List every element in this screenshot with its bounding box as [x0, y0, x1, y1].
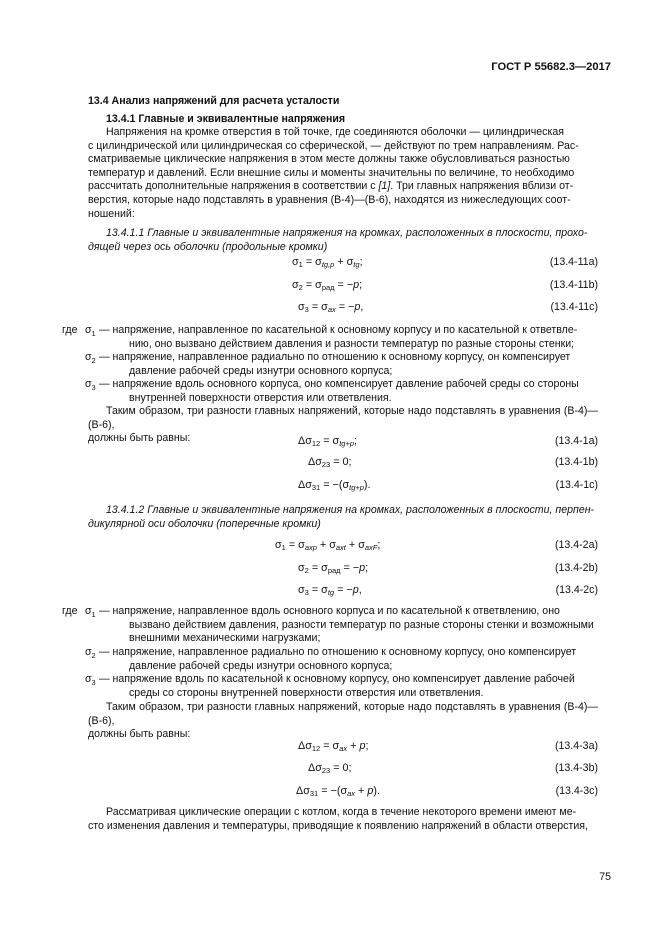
intro-line: сматриваемые циклические напряжения в этом месте должны также обусловливаться разностью — [88, 153, 570, 166]
closing-paragraph: Рассматривая циклические операции с котлом, когда в течение некоторого времени имеют ме- сто изменения давления и температуры, приводящие к появлению напряжений в области отверстия, — [88, 806, 588, 832]
intro-line: рассчитать дополнительные напряжения в соответствии с [1]. Три главных напряжения вблизи от- — [88, 180, 574, 193]
equation-row — [88, 562, 598, 576]
equation: $\Delta\sigma_{23} = 0$; — [308, 456, 352, 469]
intro-line: с цилиндрической или цилиндрическая со сферической, — действуют по трем направлениям. Рас- — [88, 139, 579, 152]
equation-number: (13.4-2a) — [555, 539, 598, 551]
definition-sigma2: $\sigma_2$ — напряжение, направленное радиально по отношению к основному корпусу, он компенсирует давление рабочей среды изнутри основного корпуса; — [85, 351, 571, 377]
equation-number: (13.4-2c) — [555, 584, 598, 596]
equation: $\sigma_3 = \sigma_{ax} = -p$, — [298, 301, 364, 314]
intro-paragraph — [88, 126, 598, 221]
subsection-title: 13.4.1 Главные и эквивалентные напряжения — [106, 113, 346, 125]
definition-sigma1: где $\sigma_1$ — напряжение, направленное вдоль основного корпуса и по касательной к ответвлению, оно вызвано действием давления, разности температур по разные стороны стенки и возможными внешними механическими нагрузками; — [62, 605, 594, 645]
equation-number: (13.4-11b) — [549, 279, 598, 291]
summary-paragraph: Таким образом, три разности главных напряжений, которые надо подставлять в уравнения (B-4)—(B-6), должны быть равны: — [88, 701, 598, 741]
equation-row — [88, 539, 598, 553]
equation-number: (13.4-11c) — [550, 301, 598, 313]
equation-number: (13.4-11a) — [549, 256, 598, 268]
subsection-2-heading: 13.4.1.2 Главные и эквивалентные напряжения на кромках, расположенных в плоскости, перпен- дикулярной оси оболочки (поперечные кромки) — [88, 504, 595, 530]
summary-paragraph: Таким образом, три разности главных напряжений, которые надо подставлять в уравнения (B-4)—(B-6), должны быть равны: — [88, 405, 598, 445]
section-title: 13.4 Анализ напряжений для расчета усталости — [88, 95, 340, 107]
equation: $\sigma_3 = \sigma_{tg} = -p$, — [298, 584, 362, 597]
equation-row — [88, 301, 598, 315]
equation: $\sigma_1 = \sigma_{tg,p} + \sigma_{tg}$; — [292, 256, 363, 269]
equation: $\Delta\sigma_{31} = -(\sigma_{tg+p})$. — [298, 479, 371, 492]
page-number: 75 — [599, 871, 611, 883]
equation-row — [88, 785, 598, 799]
equation-number: (13.4-3a) — [555, 740, 598, 752]
equation: $\Delta\sigma_{31} = -(\sigma_{ax} + p)$. — [296, 785, 380, 798]
equation-number: (13.4-1a) — [555, 435, 598, 447]
equation-number: (13.4-3c) — [555, 785, 598, 797]
equation-row — [88, 479, 598, 493]
equation-number: (13.4-2b) — [555, 562, 598, 574]
subsection-1-heading: 13.4.1.1 Главные и эквивалентные напряжения на кромках, расположенных в плоскости, прохо- дящей через ось оболочки (продольные кромки) — [88, 227, 588, 253]
equation: $\Delta\sigma_{12} = \sigma_{tg+p}$; — [298, 435, 358, 448]
definition-sigma1: где $\sigma_1$ — напряжение, направленное по касательной к основному корпусу и по касательной к ответвле- нию, оно вызвано действием давления и разности температур по разные стороны стенки; — [62, 324, 578, 350]
equation: $\Delta\sigma_{12} = \sigma_{ax} + p$; — [298, 740, 369, 753]
definition-sigma3: $\sigma_3$ — напряжение вдоль по касательной к основному корпусу, оно компенсирует давление рабочей среды со стороны внутренней поверхности отверстия или ответвления. — [85, 673, 575, 699]
equation: $\sigma_1 = \sigma_{axp} + \sigma_{axt} + \sigma_{axF}$; — [275, 539, 381, 552]
equation: $\sigma_2 = \sigma_{рад} = -p$; — [292, 279, 363, 292]
equation-row — [88, 435, 598, 449]
equation: $\Delta\sigma_{23} = 0$; — [308, 762, 352, 775]
equation-row — [88, 256, 598, 270]
document-header-id: ГОСТ Р 55682.3—2017 — [491, 61, 611, 73]
intro-line: Напряжения на кромке отверстия в той точке, где соединяются оболочки — цилиндрическая — [106, 126, 564, 138]
intro-line: верстия, которые надо подставлять в уравнения (B-4)—(B-6), находятся из нижеследующих соот- — [88, 193, 571, 206]
equation-number: (13.4-1b) — [555, 456, 598, 468]
equation: $\sigma_2 = \sigma_{рад} = -p$; — [298, 562, 369, 575]
equation-row — [88, 762, 598, 776]
reference-link[interactable]: [1] — [378, 180, 391, 193]
equation-row — [88, 279, 598, 293]
equation-number: (13.4-1c) — [555, 479, 598, 491]
intro-line: температур и давлений. Если внешние силы и моменты значительны по величине, то необходимо — [88, 166, 575, 179]
equation-row — [88, 456, 598, 470]
equation-number: (13.4-3b) — [555, 762, 598, 774]
equation-row — [88, 584, 598, 598]
equation-row — [88, 740, 598, 754]
definition-sigma2: $\sigma_2$ — напряжение, направленное радиально по отношению к основному корпусу, оно компенсирует давление рабочей среды изнутри основного корпуса; — [85, 646, 577, 672]
definition-sigma3: $\sigma_3$ — напряжение вдоль основного корпуса, оно компенсирует давление рабочей среды со стороны внутренней поверхности отверстия или ответвления. — [85, 378, 579, 404]
intro-line: ношений: — [88, 207, 135, 220]
